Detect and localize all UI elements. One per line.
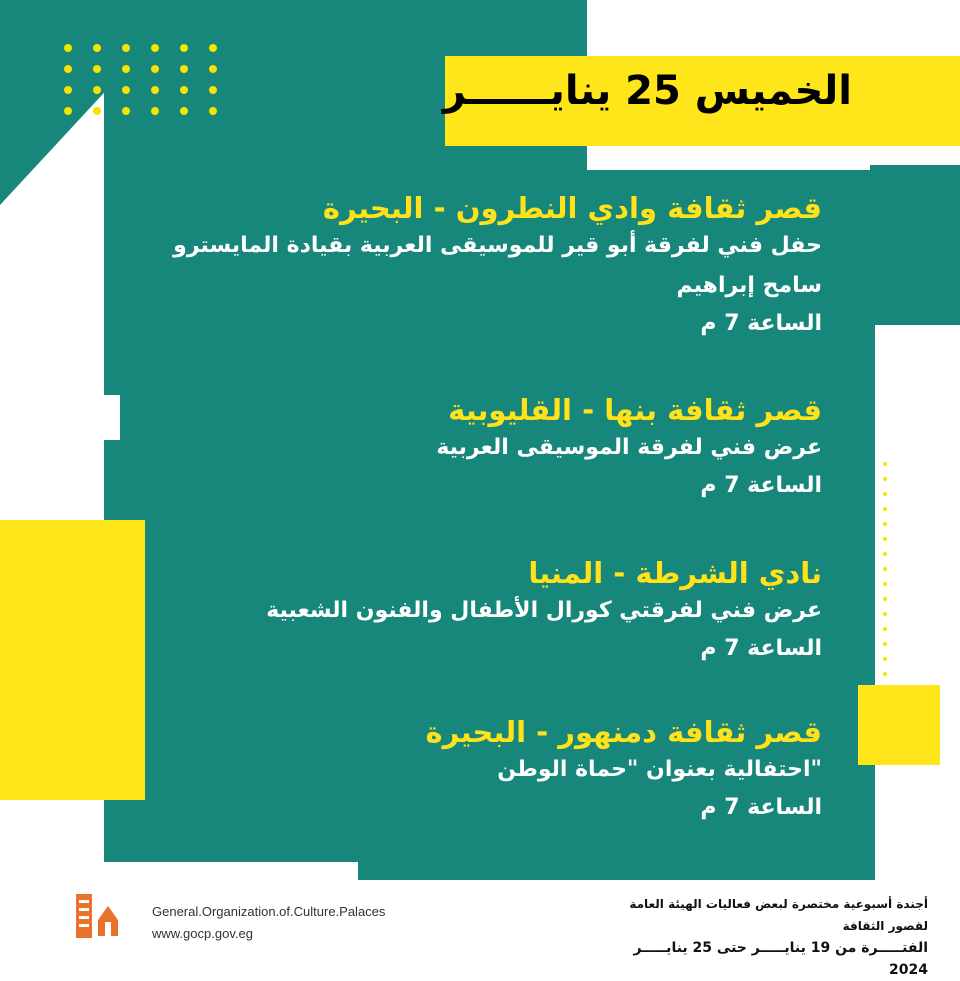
date-title: الخميس 25 ينايــــــر	[442, 68, 852, 114]
event-venue: قصر ثقافة دمنهور - البحيرة	[425, 715, 822, 749]
dot	[209, 86, 217, 94]
dot	[64, 44, 72, 52]
website-link[interactable]: www.gocp.gov.eg	[152, 926, 253, 941]
event-venue: قصر ثقافة وادي النطرون - البحيرة	[322, 191, 822, 225]
dot	[151, 65, 159, 73]
dot	[883, 627, 887, 631]
dot	[93, 86, 101, 94]
event-description: "احتفالية بعنوان "حماة الوطن	[497, 757, 822, 782]
agenda-description: أجندة أسبوعية مختصرة لبعض فعاليات الهيئة العامة لقصور الثقافة	[629, 897, 928, 933]
date-banner	[442, 56, 960, 146]
dot	[122, 44, 130, 52]
event-item	[122, 190, 822, 342]
event-time: الساعة 7 م	[700, 311, 822, 336]
dot	[883, 657, 887, 661]
dot	[209, 107, 217, 115]
dot	[64, 86, 72, 94]
dot	[122, 107, 130, 115]
dot	[93, 44, 101, 52]
yellow-block-right	[858, 685, 940, 765]
event-venue: قصر ثقافة بنها - القليوبية	[448, 393, 822, 427]
dot	[151, 86, 159, 94]
event-time: الساعة 7 م	[700, 795, 822, 820]
dot	[883, 522, 887, 526]
dot	[180, 86, 188, 94]
dot	[209, 65, 217, 73]
dot	[883, 477, 887, 481]
dot	[93, 107, 101, 115]
dot	[883, 462, 887, 466]
white-notch-left	[104, 395, 120, 440]
teal-bottom-panel	[358, 855, 875, 880]
dot	[64, 107, 72, 115]
footer-org-info	[152, 901, 385, 945]
dot	[883, 597, 887, 601]
event-item	[122, 714, 822, 826]
dot	[64, 65, 72, 73]
dot	[122, 65, 130, 73]
dot	[883, 567, 887, 571]
event-description: عرض فني لفرقة الموسيقى العربية	[436, 435, 822, 460]
dot	[180, 107, 188, 115]
dot	[883, 642, 887, 646]
dot	[883, 492, 887, 496]
dot	[883, 507, 887, 511]
dot-column-right	[883, 462, 887, 676]
dot	[883, 552, 887, 556]
dot	[151, 44, 159, 52]
event-time: الساعة 7 م	[700, 473, 822, 498]
org-name: General.Organization.of.Culture.Palaces	[152, 904, 386, 919]
dot	[180, 65, 188, 73]
teal-side-strip	[870, 165, 960, 325]
dot-grid-top-left	[64, 44, 217, 115]
dot	[122, 86, 130, 94]
event-description: حفل فني لفرقة أبو قير للموسيقى العربية بقيادة المايسترو سامح إبراهيم	[173, 233, 822, 298]
event-venue: نادي الشرطة - المنيا	[528, 556, 822, 590]
dot	[883, 612, 887, 616]
dot	[883, 672, 887, 676]
event-time: الساعة 7 م	[700, 636, 822, 661]
white-corner-top-right	[587, 0, 960, 56]
dot	[151, 107, 159, 115]
event-description: عرض فني لفرقتي كورال الأطفال والفنون الشعبية	[266, 598, 822, 623]
event-item	[122, 392, 822, 504]
dot	[883, 582, 887, 586]
event-item	[122, 555, 822, 667]
agenda-period: الفتـــــرة من 19 ينايـــــر حتى 25 ينايـــــر 2024	[633, 940, 928, 978]
gocp-logo-icon	[72, 892, 132, 940]
dot	[209, 44, 217, 52]
footer-agenda-info	[598, 893, 928, 981]
dot	[180, 44, 188, 52]
dot	[93, 65, 101, 73]
dot	[883, 537, 887, 541]
